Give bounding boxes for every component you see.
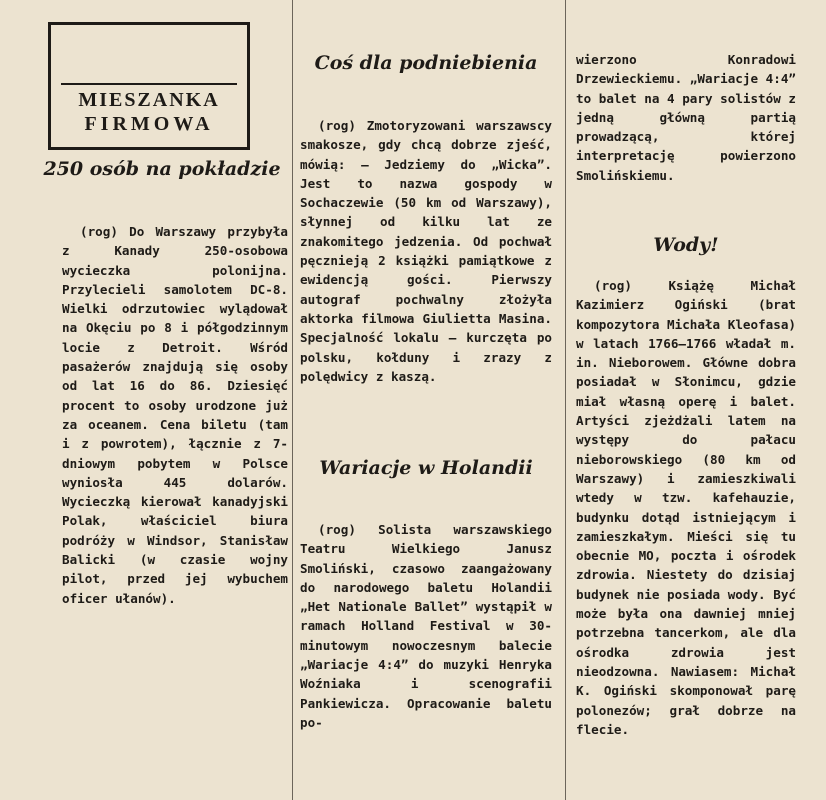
article-body: (rog) Solista warszawskiego Teatru Wielkiego Janusz Smoliński, czasowo zaangażowany do narodowego baletu Holandii „Het Nationale Ballet” wystąpił w ramach Holland Festival w 30-minutowym nowoczesnym balecie „Wariacje 4:4” do muzyki Henryka Woźniaka i scenografii Pankiewicza. Opracowanie baletu po-	[300, 522, 552, 730]
article-body: (rog) Zmotoryzowani warszawscy smakosze, gdy chcą dobrze zjeść, mówią: — Jedziemy do „Wicka”. Jest to nazwa gospody w Sochaczewie (50 km od Warszawy), słynnej od kilku lat ze znakomitego jedzenia. Od pochwał pęcznieją 2 książki pamiątkowe z ewidencją gości. Pierwszy autograf pochwalny złożyła aktorka filmowa Giulietta Masina. Specjalność lokalu — kurczęta po polsku, kołduny i zrazy z polędwicy z kaszą.	[300, 118, 552, 384]
article-headline: Coś dla podniebienia	[314, 52, 538, 74]
article-body: (rog) Do Warszawy przybyła z Kanady 250-osobowa wycieczka polonijna. Przylecieli samolotem DC-8. Wielki odrzutowiec wylądował na Okęciu po 8 i półgodzinnym locie z Detroit. Wśród pasażerów znajdują się osoby od lat 16 do 86. Dziesięć procent to osoby urodzone już za oceanem. Cena biletu (tam i z powrotem), łącznie z 7-dniowym pobytem w Polsce wyniosła 445 dolarów. Wycieczką kierował kanadyjski Polak, właściciel biura podróży w Windsor, Stanisław Balicki (w czasie wojny pilot, przed jej wybuchem oficer ułanów).	[62, 224, 288, 606]
article-headline: Wody!	[653, 234, 719, 256]
article-headline: 250 osób na pokładzie	[43, 158, 281, 180]
column-rule	[292, 0, 293, 800]
article-body: (rog) Książę Michał Kazimierz Ogiński (brat kompozytora Michała Kleofasa) w latach 1766—1766 władał m. in. Nieborowem. Główne dobra posiadał w Słonimcu, gdzie miał własną operę i balet. Artyści zjeżdżali latem na występy do pałacu nieborowskiego (80 km od Warszawy) i zamieszkiwali wtedy w tzw. kafehauzie, budynku dotąd istniejącym i zamieszkałym. Mieści się tu obecnie MO, poczta i ośrodek zdrowia. Niestety do dzisiaj budynek nie posiada wody. Być może była ona dawniej mniej potrzebna tancerkom, ale dla ośrodka zdrowia jest nieodzowna. Nawiasem: Michał K. Ogiński skomponował parę polonezów; grał dobrze na flecie.	[576, 278, 796, 737]
masthead-title-line1: MIESZANKA	[78, 89, 220, 111]
section-masthead	[48, 22, 250, 150]
article-headline: Wariacje w Holandii	[319, 457, 533, 479]
article-body-continuation: wierzono Konradowi Drzewieckiemu. „Wariacje 4:4” to balet na 4 pary solistów z jedną główną partią prowadzącą, której interpretację powierzono Smolińskiemu.	[576, 52, 796, 183]
column-rule	[565, 0, 566, 800]
masthead-title-line2: FIRMOWA	[84, 113, 214, 135]
